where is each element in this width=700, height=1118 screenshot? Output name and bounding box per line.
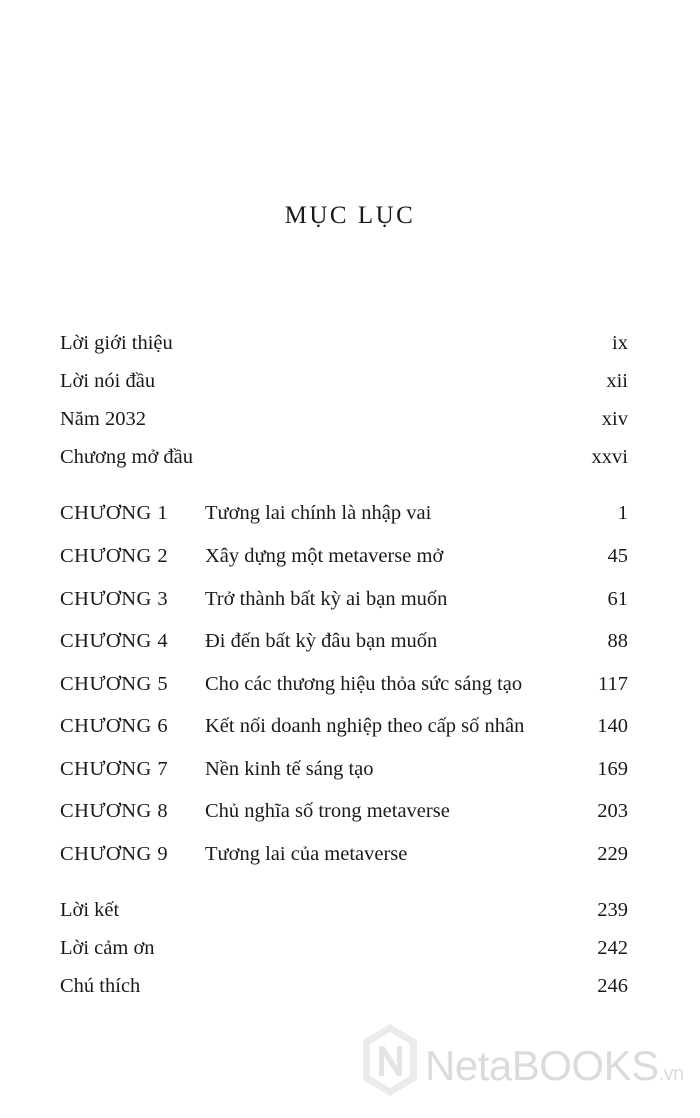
toc-chapter-row (60, 626, 628, 656)
toc-entry-label: Lời kết (60, 899, 120, 921)
chapter-number: CHƯƠNG 7 (60, 758, 169, 780)
watermark (360, 1016, 690, 1106)
toc-chapter-row (60, 839, 628, 869)
toc-chapter-row (60, 498, 628, 528)
chapter-page: 140 (597, 715, 628, 737)
chapter-page: 203 (597, 800, 628, 822)
toc-entry-back (60, 971, 628, 1001)
chapter-page: 169 (597, 758, 628, 780)
chapter-title: Tương lai chính là nhập vai (205, 502, 432, 524)
toc-chapter-row (60, 754, 628, 784)
chapter-title: Cho các thương hiệu thỏa sức sáng tạo (205, 673, 523, 695)
chapter-number: CHƯƠNG 4 (60, 630, 169, 652)
toc-chapter-row (60, 584, 628, 614)
n-logo-icon (360, 1022, 420, 1100)
toc-entry-page: 242 (597, 937, 628, 959)
chapter-title: Xây dựng một metaverse mở (205, 545, 444, 567)
chapter-number: CHƯƠNG 8 (60, 800, 169, 822)
chapter-title: Tương lai của metaverse (205, 843, 408, 865)
toc-chapter-row (60, 796, 628, 826)
toc-entry-page: xxvi (591, 446, 628, 468)
chapter-number: CHƯƠNG 6 (60, 715, 169, 737)
toc-entry-front (60, 366, 628, 396)
watermark-brand: NetaBOOKS.vn (425, 1042, 684, 1089)
toc-entry-back (60, 895, 628, 925)
toc-entry-label: Chương mở đầu (60, 446, 194, 468)
chapter-page: 45 (607, 545, 628, 567)
chapter-page: 117 (598, 673, 628, 695)
chapter-number: CHƯƠNG 3 (60, 588, 169, 610)
toc-entry-label: Năm 2032 (60, 408, 146, 430)
page-title: MỤC LỤC (284, 202, 416, 229)
chapter-title: Chủ nghĩa số trong metaverse (205, 800, 450, 822)
chapter-title: Kết nối doanh nghiệp theo cấp số nhân (205, 715, 525, 737)
toc-entry-page: xii (606, 370, 628, 392)
chapter-title: Nền kinh tế sáng tạo (205, 758, 374, 780)
chapter-number: CHƯƠNG 1 (60, 502, 169, 524)
toc-entry-label: Lời nói đầu (60, 370, 156, 392)
toc-chapter-row (60, 669, 628, 699)
chapter-page: 61 (607, 588, 628, 610)
toc-entry-page: ix (612, 332, 628, 354)
chapter-page: 229 (597, 843, 628, 865)
chapter-number: CHƯƠNG 9 (60, 843, 169, 865)
toc-chapter-row (60, 711, 628, 741)
toc-entry-front (60, 404, 628, 434)
toc-entry-label: Chú thích (60, 975, 141, 997)
toc-entry-front (60, 328, 628, 358)
chapter-number: CHƯƠNG 2 (60, 545, 169, 567)
toc-entry-page: xiv (601, 408, 628, 430)
chapter-title: Trở thành bất kỳ ai bạn muốn (205, 588, 448, 610)
toc-entry-page: 246 (597, 975, 628, 997)
toc-entry-label: Lời giới thiệu (60, 332, 173, 354)
chapter-number: CHƯƠNG 5 (60, 673, 169, 695)
toc-entry-back (60, 933, 628, 963)
toc-entry-label: Lời cảm ơn (60, 937, 155, 959)
chapter-page: 88 (607, 630, 628, 652)
toc-entry-page: 239 (597, 899, 628, 921)
toc-entry-front (60, 442, 628, 472)
chapter-title: Đi đến bất kỳ đâu bạn muốn (205, 630, 438, 652)
toc-chapter-row (60, 541, 628, 571)
chapter-page: 1 (617, 502, 628, 524)
